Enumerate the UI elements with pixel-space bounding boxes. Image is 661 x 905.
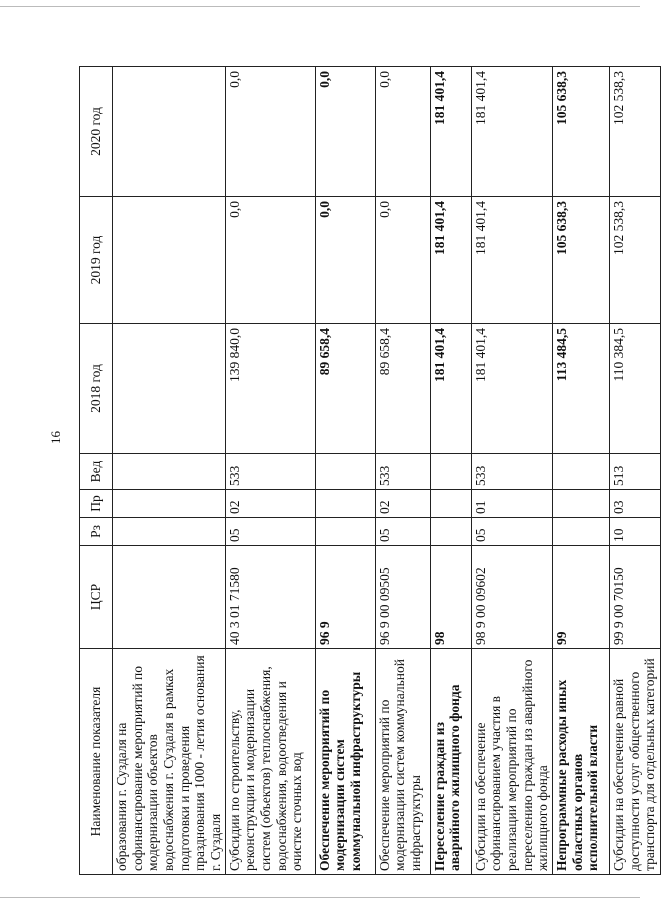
cell-ved bbox=[113, 454, 226, 490]
header-pr: Пр bbox=[80, 490, 113, 518]
cell-ved: 533 bbox=[471, 454, 552, 490]
cell-csr: 96 9 bbox=[315, 546, 375, 649]
header-rz: Рз bbox=[80, 518, 113, 546]
cell-ved bbox=[430, 454, 471, 490]
cell-2019: 0,0 bbox=[375, 197, 430, 324]
cell-2020: 0,0 bbox=[375, 67, 430, 197]
table-row bbox=[315, 67, 375, 875]
table-row bbox=[225, 67, 315, 875]
header-row bbox=[80, 67, 113, 875]
cell-pr bbox=[552, 490, 609, 518]
page-number: 16 bbox=[48, 431, 63, 444]
cell-2020: 0,0 bbox=[225, 67, 315, 197]
cell-2019 bbox=[113, 197, 226, 324]
table-row bbox=[552, 67, 609, 875]
cell-name: Субсидии на обеспечение софинансированием участия в реализации мероприятий по переселению граждан из аварийного жилищного фонда bbox=[471, 649, 552, 875]
table-row bbox=[375, 67, 430, 875]
cell-ved: 513 bbox=[609, 454, 660, 490]
cell-2018: 110 384,5 bbox=[609, 324, 660, 454]
cell-2018: 139 840,0 bbox=[225, 324, 315, 454]
cell-ved: 533 bbox=[225, 454, 315, 490]
table-row bbox=[113, 67, 226, 875]
cell-2020: 105 638,3 bbox=[552, 67, 609, 197]
cell-2019: 0,0 bbox=[315, 197, 375, 324]
cell-2018: 89 658,4 bbox=[315, 324, 375, 454]
cell-csr: 98 9 00 09602 bbox=[471, 546, 552, 649]
cell-csr bbox=[113, 546, 226, 649]
budget-table bbox=[79, 66, 661, 875]
cell-2020: 181 401,4 bbox=[430, 67, 471, 197]
cell-csr: 96 9 00 09505 bbox=[375, 546, 430, 649]
cell-csr: 98 bbox=[430, 546, 471, 649]
cell-rz bbox=[315, 518, 375, 546]
cell-rz bbox=[430, 518, 471, 546]
cell-2018: 89 658,4 bbox=[375, 324, 430, 454]
cell-2019: 105 638,3 bbox=[552, 197, 609, 324]
cell-name: Обеспечение мероприятий по модернизации систем коммунальной инфраструктуры bbox=[315, 649, 375, 875]
cell-csr: 99 bbox=[552, 546, 609, 649]
cell-2020: 0,0 bbox=[315, 67, 375, 197]
cell-pr bbox=[430, 490, 471, 518]
cell-rz: 10 bbox=[609, 518, 660, 546]
cell-ved bbox=[315, 454, 375, 490]
header-2018: 2018 год bbox=[80, 324, 113, 454]
cell-rz: 05 bbox=[375, 518, 430, 546]
cell-name: образования г. Суздаля на софинансирование мероприятий по модернизации объектов водоснабжения г. Суздаля в рамках подготовки и проведения празднования 1000 - летия основания г. Суздаля bbox=[113, 649, 226, 875]
cell-pr: 01 bbox=[471, 490, 552, 518]
cell-name: Непрограммные расходы иных областных органов исполнительной власти bbox=[552, 649, 609, 875]
cell-2020 bbox=[113, 67, 226, 197]
cell-2020: 102 538,3 bbox=[609, 67, 660, 197]
table-row bbox=[609, 67, 660, 875]
header-csr: ЦСР bbox=[80, 546, 113, 649]
header-ved: Вед bbox=[80, 454, 113, 490]
cell-name: Обеспечение мероприятий по модернизации систем коммунальной инфраструктуры bbox=[375, 649, 430, 875]
cell-csr: 40 3 01 71580 bbox=[225, 546, 315, 649]
cell-rz: 05 bbox=[471, 518, 552, 546]
header-name: Наименование показателя bbox=[80, 649, 113, 875]
cell-pr: 02 bbox=[375, 490, 430, 518]
cell-name: Субсидии по строительству, реконструкции и модернизации систем (объектов) теплоснабжения, водоснабжения, водоотведения и очистке сточных вод bbox=[225, 649, 315, 875]
cell-2018: 113 484,5 bbox=[552, 324, 609, 454]
rotated-table-container bbox=[79, 67, 658, 875]
cell-2019: 181 401,4 bbox=[430, 197, 471, 324]
cell-pr: 02 bbox=[225, 490, 315, 518]
cell-2020: 181 401,4 bbox=[471, 67, 552, 197]
cell-csr: 99 9 00 70150 bbox=[609, 546, 660, 649]
cell-ved: 533 bbox=[375, 454, 430, 490]
cell-pr bbox=[113, 490, 226, 518]
cell-name: Субсидии на обеспечение равной доступности услуг общественного транспорта для отдельных категорий bbox=[609, 649, 660, 875]
header-2019: 2019 год bbox=[80, 197, 113, 324]
cell-2019: 0,0 bbox=[225, 197, 315, 324]
table-row bbox=[430, 67, 471, 875]
cell-name: Переселение граждан из аварийного жилищного фонда bbox=[430, 649, 471, 875]
cell-pr bbox=[315, 490, 375, 518]
cell-2018 bbox=[113, 324, 226, 454]
cell-rz bbox=[113, 518, 226, 546]
cell-2018: 181 401,4 bbox=[471, 324, 552, 454]
header-2020: 2020 год bbox=[80, 67, 113, 197]
cell-pr: 03 bbox=[609, 490, 660, 518]
scan-bottom-edge bbox=[0, 897, 640, 898]
cell-2019: 181 401,4 bbox=[471, 197, 552, 324]
scan-top-edge bbox=[0, 6, 640, 7]
cell-2019: 102 538,3 bbox=[609, 197, 660, 324]
table-row bbox=[471, 67, 552, 875]
cell-rz: 05 bbox=[225, 518, 315, 546]
cell-ved bbox=[552, 454, 609, 490]
cell-2018: 181 401,4 bbox=[430, 324, 471, 454]
cell-rz bbox=[552, 518, 609, 546]
